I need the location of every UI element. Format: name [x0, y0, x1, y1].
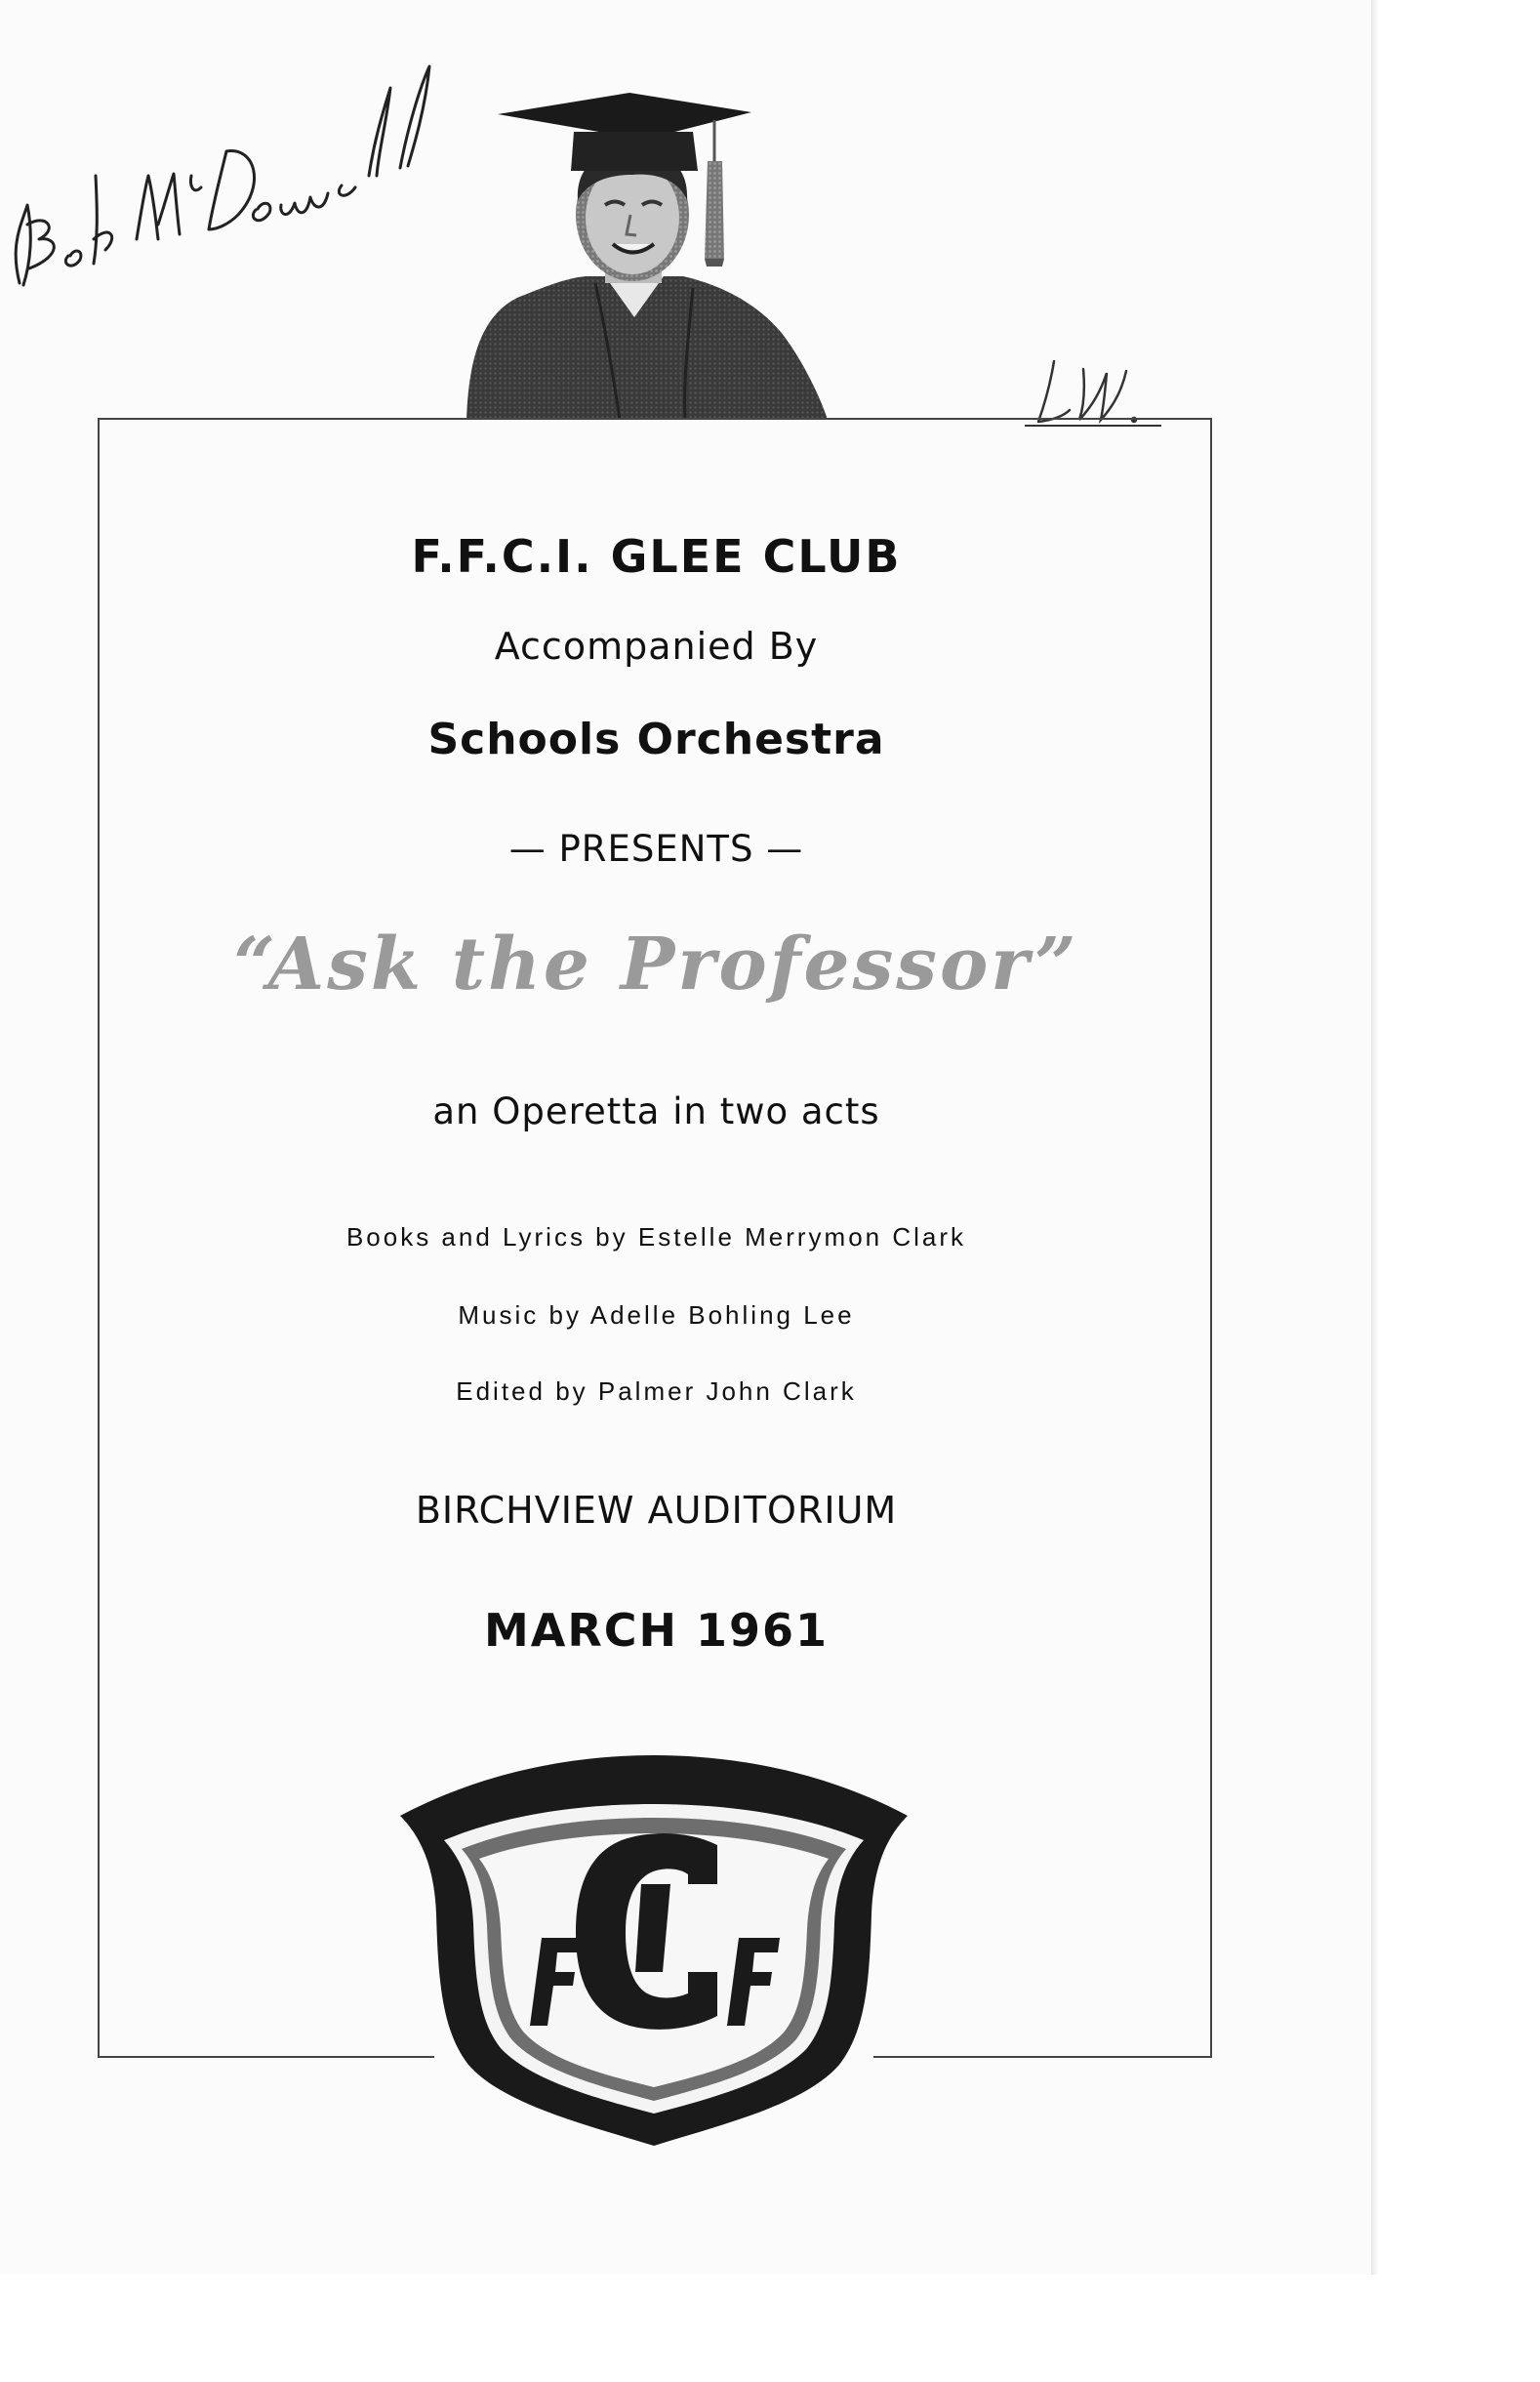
books-lyrics-credit: Books and Lyrics by Estelle Merrymon Clark	[345, 1222, 967, 1252]
school-crest-logo	[395, 1738, 912, 2148]
graduate-photo	[459, 93, 830, 420]
club-name: F.F.C.I. GLEE CLUB	[411, 530, 902, 583]
handwritten-signature	[0, 29, 459, 322]
presents-text: — PRESENTS —	[508, 828, 804, 870]
orchestra-name: Schools Orchestra	[427, 715, 885, 764]
operetta-title: “Ask the Professor”	[233, 923, 1079, 1006]
operetta-subtitle: an Operetta in two acts	[432, 1090, 880, 1132]
music-credit: Music by Adelle Bohling Lee	[458, 1300, 855, 1330]
page-edge	[1371, 0, 1379, 2275]
performance-date: MARCH 1961	[483, 1604, 830, 1657]
editor-credit: Edited by Palmer John Clark	[456, 1376, 857, 1406]
accompanied-by-text: Accompanied By	[494, 625, 819, 668]
venue-name: BIRCHVIEW AUDITORIUM	[415, 1489, 898, 1532]
